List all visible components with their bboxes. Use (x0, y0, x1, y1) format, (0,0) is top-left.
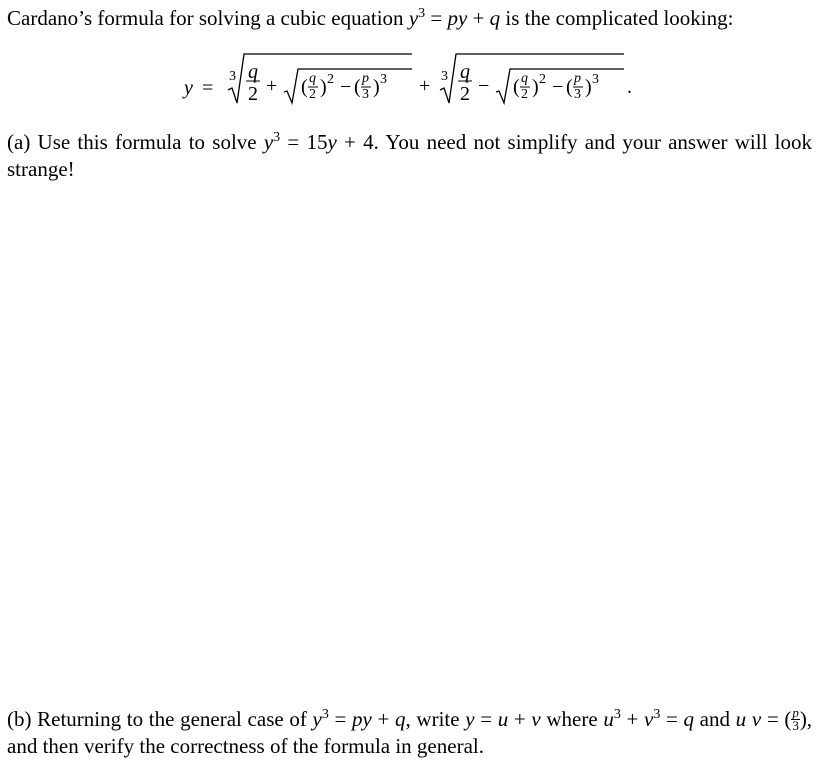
math-y: y (457, 6, 468, 30)
formula-plus: + (266, 75, 278, 97)
paren-close: ) (373, 76, 380, 98)
paren-open: ( (354, 76, 361, 98)
part-b-text: (b) Returning to the general case of (7, 707, 313, 731)
math-y: y (408, 6, 419, 30)
part-b-text-end: ), and then verify the correctness of the formula in general. (7, 707, 813, 758)
exponent-2: 2 (539, 72, 546, 87)
part-b-text: , write (405, 707, 466, 731)
exponent-2: 2 (327, 72, 334, 87)
numerator-p: p (792, 705, 799, 720)
intro-text-end: is the complicated looking: (500, 6, 734, 30)
math-y: y (263, 130, 274, 154)
math-y: y (362, 707, 372, 731)
math-plus: + (371, 707, 395, 731)
exponent-3: 3 (380, 72, 387, 87)
denominator-3: 3 (362, 87, 369, 102)
part-b (7, 706, 812, 760)
math-q: q (683, 707, 695, 731)
math-equals: = 15 (280, 130, 328, 154)
paren-open: ( (301, 76, 308, 98)
paren-open: ( (566, 76, 573, 98)
formula-y: y (184, 77, 193, 99)
math-p: p (447, 6, 458, 30)
math-v: v (644, 707, 654, 731)
math-exponent: 3 (613, 707, 621, 722)
intro-text: Cardano’s formula for solving a cubic equation (7, 6, 409, 30)
math-exponent: 3 (273, 130, 281, 145)
part-b-text: and (694, 707, 736, 731)
math-equals: = (474, 707, 498, 731)
denominator-2: 2 (521, 87, 528, 102)
math-y: y (312, 707, 322, 731)
root-index: 3 (229, 69, 236, 84)
part-a-text: (a) Use this formula to solve (7, 130, 264, 154)
math-exponent: 3 (653, 707, 661, 722)
math-y: y (327, 130, 337, 154)
math-equals: = (328, 707, 352, 731)
formula-plus: + (419, 75, 431, 97)
cardano-formula (176, 50, 646, 106)
paren-close: ) (532, 76, 539, 98)
formula-equals: = (202, 77, 214, 99)
math-plus: + (467, 6, 490, 30)
root-index: 3 (441, 69, 448, 84)
denominator-2: 2 (460, 83, 470, 105)
part-a (7, 129, 812, 183)
formula-minus: − (552, 76, 564, 98)
numerator-q: q (460, 61, 470, 83)
numerator-p: p (362, 71, 369, 86)
inline-fraction (791, 707, 800, 732)
numerator-q: q (521, 71, 528, 86)
formula-minus: − (478, 75, 490, 97)
math-plus: + (508, 707, 532, 731)
math-u: u (497, 707, 509, 731)
formula-minus: − (340, 76, 352, 98)
part-a-text-end: + 4. You need not simplify and your answer will look strange! (7, 130, 813, 181)
numerator-q: q (248, 61, 258, 83)
math-equals: = (425, 6, 448, 30)
math-u: u (603, 707, 614, 731)
math-q: q (395, 707, 406, 731)
math-v: v (751, 707, 762, 731)
part-b-text: where (540, 707, 604, 731)
math-equals: = ( (761, 707, 792, 731)
denominator-2: 2 (248, 83, 258, 105)
math-exponent: 3 (321, 707, 329, 722)
math-u: u (735, 707, 747, 731)
paren-close: ) (585, 76, 592, 98)
math-v: v (531, 707, 541, 731)
denominator-3: 3 (792, 718, 799, 733)
formula-period: . (627, 76, 632, 98)
exponent-3: 3 (592, 72, 599, 87)
numerator-p: p (574, 71, 581, 86)
denominator-2: 2 (309, 87, 316, 102)
paren-open: ( (513, 76, 520, 98)
denominator-3: 3 (574, 87, 581, 102)
numerator-q: q (309, 71, 316, 86)
math-p: p (352, 707, 363, 731)
math-equals: = (660, 707, 684, 731)
math-q: q (489, 6, 501, 30)
math-exponent: 3 (418, 6, 426, 21)
math-y: y (465, 707, 475, 731)
math-plus: + (620, 707, 645, 731)
paren-close: ) (320, 76, 327, 98)
intro-sentence (7, 5, 812, 32)
